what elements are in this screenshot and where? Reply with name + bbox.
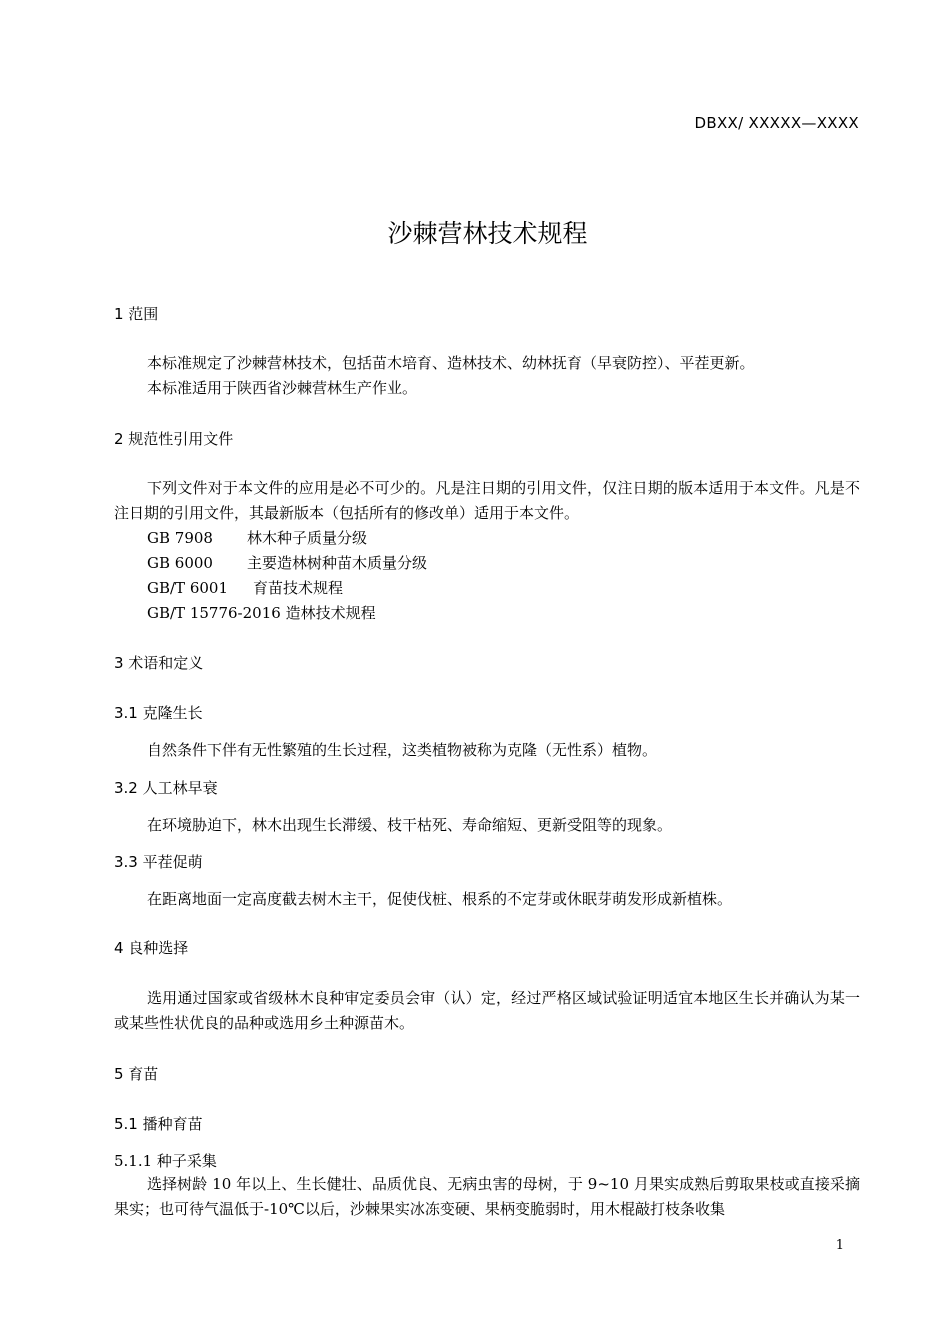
term-3-2-heading: 3.2 人工林早衰 [114, 779, 218, 797]
section-1-heading: 1 范围 [114, 305, 159, 323]
reference-code: GB 6000 [147, 554, 213, 572]
reference-item [147, 552, 427, 573]
reference-code: GB 7908 [147, 529, 213, 547]
section-4-heading: 4 良种选择 [114, 939, 189, 957]
section-1-paragraph-1: 本标准规定了沙棘营林技术，包括苗木培育、造林技术、幼林抚育（早衰防控）、平茬更新。 [147, 354, 755, 372]
section-3-heading: 3 术语和定义 [114, 654, 204, 672]
term-3-3-definition: 在距离地面一定高度截去树木主干，促使伐桩、根系的不定芽或休眠芽萌发形成新植株。 [147, 890, 733, 908]
reference-item [147, 577, 343, 598]
reference-code: GB/T 6001 [147, 579, 229, 597]
section-5-1-1-paragraph-1: 选择树龄 10 年以上、生长健壮、品质优良、无病虫害的母树，于 9~10 月果实成熟后剪取果枝或直接采摘果实；也可待气温低于-10℃以后，沙棘果实冰冻变硬、果柄变脆弱时，用木棍敲打枝条收集 [114, 1175, 860, 1218]
section-1-paragraph-2: 本标准适用于陕西省沙棘营林生产作业。 [147, 379, 418, 397]
section-5-heading: 5 育苗 [114, 1065, 159, 1083]
reference-name: 育苗技术规程 [253, 579, 344, 597]
section-2-paragraph-1: 下列文件对于本文件的应用是必不可少的。凡是注日期的引用文件，仅注日期的版本适用于本文件。凡是不注日期的引用文件，其最新版本（包括所有的修改单）适用于本文件。 [114, 479, 860, 522]
term-3-2-definition: 在环境胁迫下，林木出现生长滞缓、枝干枯死、寿命缩短、更新受阻等的现象。 [147, 816, 673, 834]
term-3-1-definition: 自然条件下伴有无性繁殖的生长过程，这类植物被称为克隆（无性系）植物。 [147, 741, 658, 759]
reference-name: 林木种子质量分级 [247, 529, 368, 547]
reference-name: 主要造林树种苗木质量分级 [247, 554, 428, 572]
term-3-1-heading: 3.1 克隆生长 [114, 704, 203, 722]
standard-code: DBXX/ XXXXX—XXXX [694, 114, 859, 132]
reference-item [147, 527, 367, 548]
term-3-3-heading: 3.3 平茬促萌 [114, 853, 203, 871]
document-title: 沙棘营林技术规程 [387, 219, 588, 248]
section-4-paragraph-1: 选用通过国家或省级林木良种审定委员会审（认）定，经过严格区域试验证明适宜本地区生长并确认为某一或某些性状优良的品种或选用乡土种源苗木。 [114, 989, 860, 1032]
reference-name: 造林技术规程 [285, 604, 376, 622]
reference-code: GB/T 15776-2016 [147, 604, 281, 622]
section-2-heading: 2 规范性引用文件 [114, 430, 234, 448]
page-number: 1 [835, 1238, 844, 1253]
section-5-1-1-heading: 5.1.1 种子采集 [114, 1152, 217, 1170]
reference-item [147, 602, 376, 623]
section-5-1-heading: 5.1 播种育苗 [114, 1115, 203, 1133]
